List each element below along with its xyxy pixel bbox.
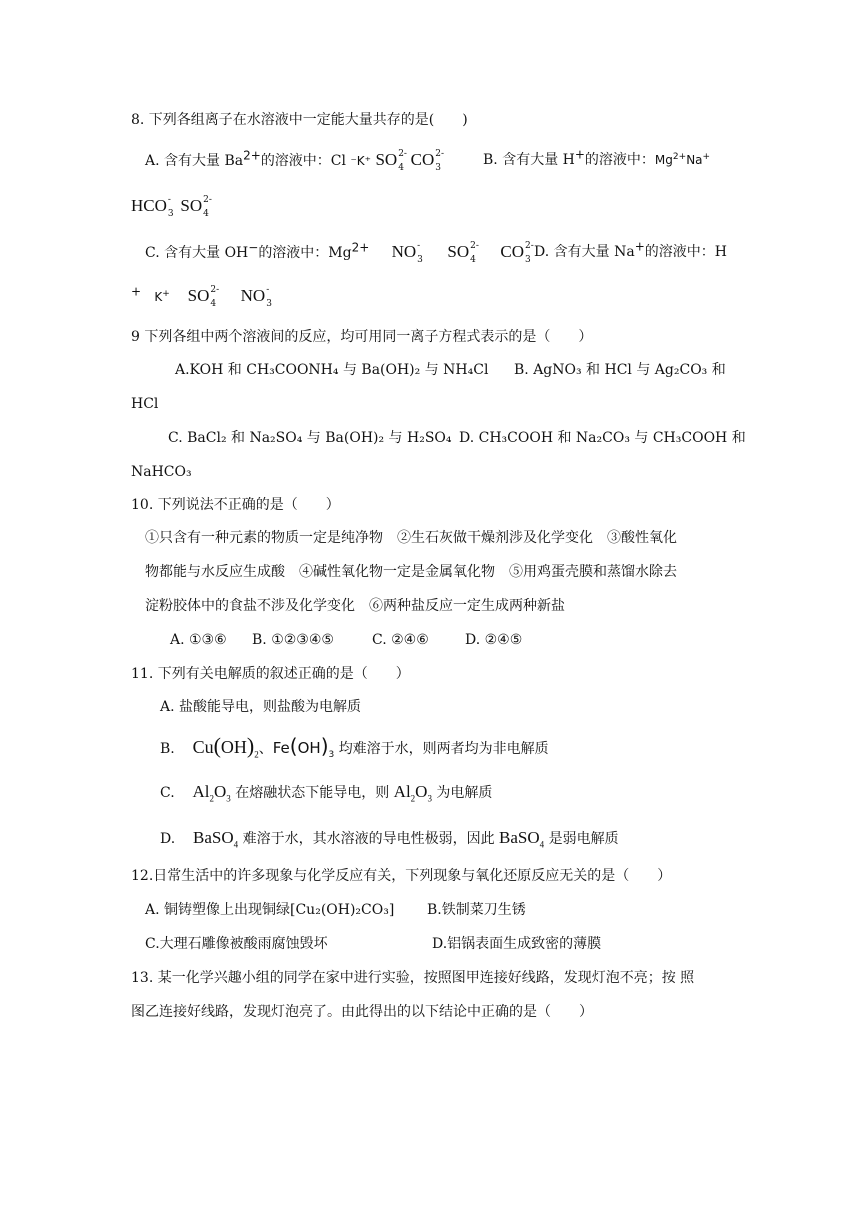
q8-stem: 8. 下列各组离子在水溶液中一定能大量共存的是( ) [131,112,468,128]
q9-stem: 9 下列各组中两个溶液间的反应，均可用同一离子方程式表示的是（ ） [131,329,593,345]
q13-stem-line1: 13. 某一化学兴趣小组的同学在家中进行实验，按照图甲连接好线路，发现灯泡不亮；按 照 [131,970,695,986]
q10-option-d: D. ②④⑤ [465,632,523,648]
q9-option-b: B. AgNO₃ 和 HCl 与 Ag₂CO₃ 和 [514,362,726,378]
q9-option-a: A.KOH 和 CH₃COONH₄ 与 Ba(OH)₂ 与 NH₄Cl [175,362,489,378]
q10-option-a: A. ①③⑥ [170,632,227,648]
q10-statements-line1: ①只含有一种元素的物质一定是纯净物 ②生石灰做干燥剂涉及化学变化 ③酸性氧化 [145,530,677,546]
q10-option-b: B. ①②③④⑤ [252,632,334,648]
q9-option-d-cont: NaHCO₃ [131,464,192,480]
q8-a-prefix: A. 含有大量 Ba [145,153,244,169]
q10-statements-line2: 物都能与水反应生成酸 ④碱性氧化物一定是金属氧化物 ⑤用鸡蛋壳膜和蒸馏水除去 [145,564,677,580]
q11-c-label: C. [160,785,175,801]
q8-option-d-cont: + K+ SO 2- 4 NO - 3 [131,284,272,309]
q9-option-b-cont: HCl [131,396,159,412]
q8-b-prefix: B. 含有大量 H [483,152,575,168]
q8-b-mid: 的溶液中： [584,152,655,168]
q8-d-prefix: D. 含有大量 Na [534,244,635,260]
q11-d-label: D. [160,831,176,847]
q12-option-c: C.大理石雕像被酸雨腐蚀毁坏 [145,936,328,952]
q11-b-label: B. [160,741,175,757]
q8-option-b-cont: HCO - 3 SO 2- 4 [131,195,212,219]
q11-stem: 11. 下列有关电解质的叙述正确的是（ ） [131,666,410,682]
q12-stem: 12.日常生活中的许多现象与化学反应有关，下列现象与氧化还原反应无关的是（ ） [131,868,672,884]
q11-c-text2: 为电解质 [436,785,493,801]
q8-option-c: C. 含有大量 OH−的溶液中：$Mg^{2+}$ NO - 3 SO 2- 4 CO 2- 3 [145,240,534,265]
q10-option-c: C. ②④⑥ [372,632,429,648]
q8-option-b: B. 含有大量 H+的溶液中：$Mg^{2+}Na^+$ [483,147,711,168]
q11-b-text: 均难溶于水，则两者均为非电解质 [338,741,549,757]
q12-option-b: B.铁制菜刀生锈 [427,902,526,918]
q11-option-a: A. 盐酸能导电，则盐酸为电解质 [160,699,362,715]
q11-c-text1: 在熔融状态下能导电，则 [235,785,390,801]
q8-option-a: A. 含有大量 $Ba^{2+}$的溶液中：Cl ⁻K⁺ SO 2- 4 CO 2- 3 [145,148,445,173]
q10-statements-line3: 淀粉胶体中的食盐不涉及化学变化 ⑥两种盐反应一定生成两种新盐 [145,598,565,614]
q8-d-mid: 的溶液中：H [644,244,727,260]
q9-option-c: C. BaCl₂ 和 Na₂SO₄ 与 Ba(OH)₂ 与 H₂SO₄ [168,430,452,446]
q10-stem: 10. 下列说法不正确的是（ ） [131,497,340,513]
q8-option-d: D. 含有大量 Na+的溶液中：H [534,239,727,260]
q8-c-prefix: C. 含有大量 OH [145,245,249,261]
q12-option-a: A. 铜铸塑像上出现铜绿[Cu₂(OH)₂CO₃] [145,902,395,918]
q11-option-d: D. BaSO$_4$ 难溶于水，其水溶液的导电性极弱，因此 BaSO$_4$ 是弱电解质 [160,828,619,850]
q11-option-c: C. $Al_2O_3$ 在熔融状态下能导电，则 $Al_2O_3$ 为电解质 [160,782,493,804]
q11-d-text2: 是弱电解质 [548,831,619,847]
q9-option-d: D. CH₃COOH 和 Na₂CO₃ 与 CH₃COOH 和 [459,430,746,446]
q8-c-mid: 的溶液中：Mg [258,245,352,261]
q8-a-mid: 的溶液中：Cl [260,153,347,169]
q13-stem-line2: 图乙连接好线路，发现灯泡亮了。由此得出的以下结论中正确的是（ ） [131,1004,593,1020]
q11-d-text1: 难溶于水，其水溶液的导电性极弱，因此 [242,831,495,847]
q11-option-b: B. $Cu(OH)_2$、$Fe(OH)_3$ 均难溶于水，则两者均为非电解质 [160,733,549,760]
q12-option-d: D.铝锅表面生成致密的薄膜 [432,936,602,952]
